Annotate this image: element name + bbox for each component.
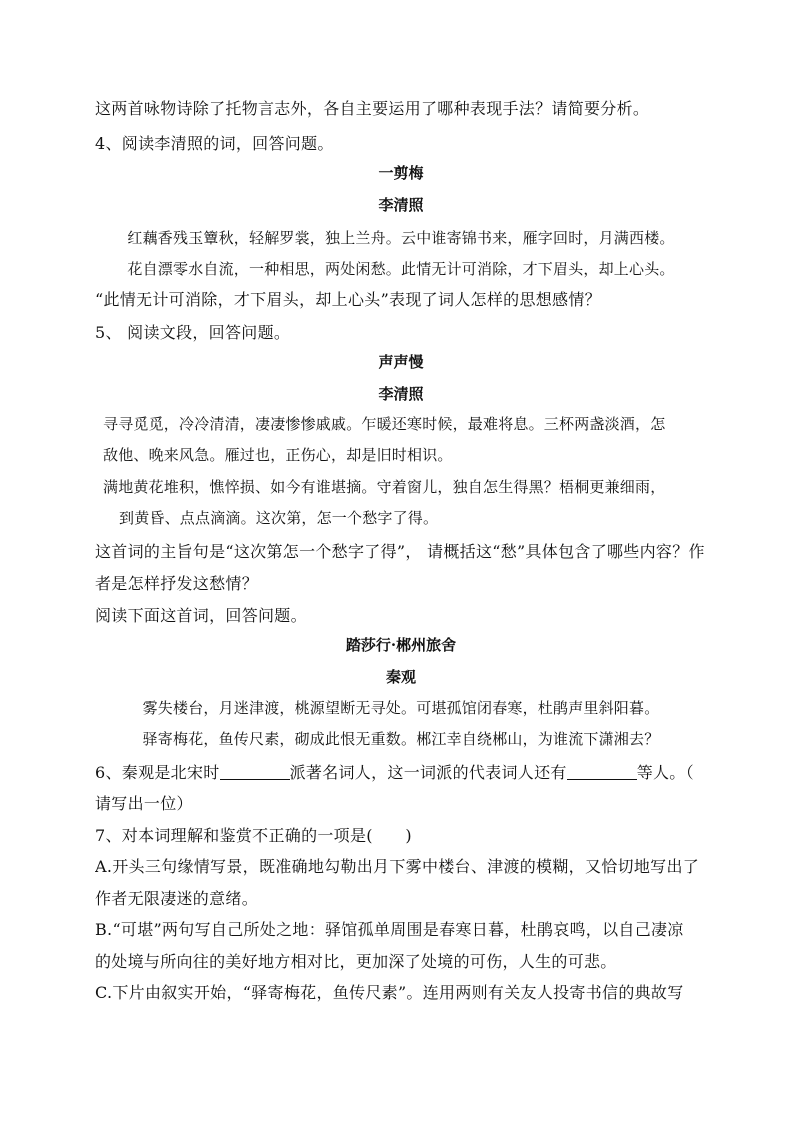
q6-part-3: 等人。（ <box>636 763 694 782</box>
q6-question-line-1 <box>95 760 707 783</box>
q3-question-tail: 这两首咏物诗除了托物言志外，各自主要运用了哪种表现手法？请简要分析。 <box>95 99 650 118</box>
q4-poem-line-1: 红藕香残玉簟秋，轻解罗裳，独上兰舟。云中谁寄锦书来，雁字回时，月满西楼。 <box>127 229 675 247</box>
q6-part-1: 6、秦观是北宋时 <box>95 763 220 782</box>
q4-poem-title: 一剪梅 <box>378 164 424 182</box>
q6-answer-blank-2[interactable] <box>567 764 637 780</box>
q7-prompt: 7、对本词理解和鉴赏不正确的一项是( ) <box>95 826 412 845</box>
q6-7-intro: 阅读下面这首词，回答问题。 <box>95 606 307 625</box>
q5-prompt: 5、 阅读文段，回答问题。 <box>95 323 291 342</box>
q5-poem-line-3: 满地黄花堆积，憔悴损、如今有谁堪摘。守着窗儿，独自怎生得黑？梧桐更兼细雨， <box>103 478 666 496</box>
q4-prompt: 4、阅读李清照的词，回答问题。 <box>95 134 334 153</box>
q5-poem-line-1: 寻寻觅觅，冷冷清清，凄凄惨惨戚戚。乍暖还寒时候，最难将息。三杯两盏淡酒，怎 <box>103 415 666 433</box>
q6-answer-blank-1[interactable] <box>220 764 290 780</box>
q7-option-b-line-2: 的处境与所向往的美好地方相对比，更加深了处境的可伤，人生的可悲。 <box>95 952 617 971</box>
q7-option-b-line-1: B.“可堪”两句写自己所处之地：驿馆孤单周围是春寒日暮，杜鹃哀鸣，以自己凄凉 <box>95 920 684 939</box>
poem3-author: 秦观 <box>385 668 416 686</box>
q6-question-line-2: 请写出一位） <box>95 794 193 813</box>
q6-part-2: 派著名词人，这一词派的代表词人还有 <box>289 763 567 782</box>
q4-poem-author: 李清照 <box>378 196 424 214</box>
poem3-line-1: 雾失楼台，月迷津渡，桃源望断无寻处。可堪孤馆闭春寒，杜鹃声里斜阳暮。 <box>142 699 660 717</box>
poem3-title: 踏莎行·郴州旅舍 <box>345 636 457 654</box>
q5-poem-line-2: 敌他、晚来风急。雁过也，正伤心，却是旧时相识。 <box>103 446 453 464</box>
q7-option-a-line-2: 作者无限凄迷的意绪。 <box>95 889 259 908</box>
q4-question: “此情无计可消除，才下眉头，却上心头”表现了词人怎样的思想感情？ <box>95 290 601 309</box>
q5-question-line-1: 这首词的主旨句是“这次第怎一个愁字了得”， 请概括这“愁”具体包含了哪些内容？作 <box>95 542 705 561</box>
poem3-line-2: 驿寄梅花，鱼传尺素，砌成此恨无重数。郴江幸自绕郴山，为谁流下潇湘去？ <box>142 730 660 748</box>
q5-poem-line-4: 到黄昏、点点滴滴。这次第，怎一个愁字了得。 <box>119 509 439 527</box>
q5-question-line-2: 者是怎样抒发这愁情？ <box>95 574 259 593</box>
q7-option-a-line-1: A.开头三句缘情写景，既准确地勾勒出月下雾中楼台、津渡的模糊，又恰切地写出了 <box>95 857 700 876</box>
q7-option-c-line-1: C.下片由叙实开始，“驿寄梅花，鱼传尺素”。连用两则有关友人投寄书信的典故写 <box>95 983 684 1002</box>
q5-poem-author: 李清照 <box>378 385 424 403</box>
q5-poem-title: 声声慢 <box>378 353 424 371</box>
q4-poem-line-2: 花自漂零水自流，一种相思，两处闲愁。此情无计可消除，才下眉头，却上心头。 <box>127 260 675 278</box>
